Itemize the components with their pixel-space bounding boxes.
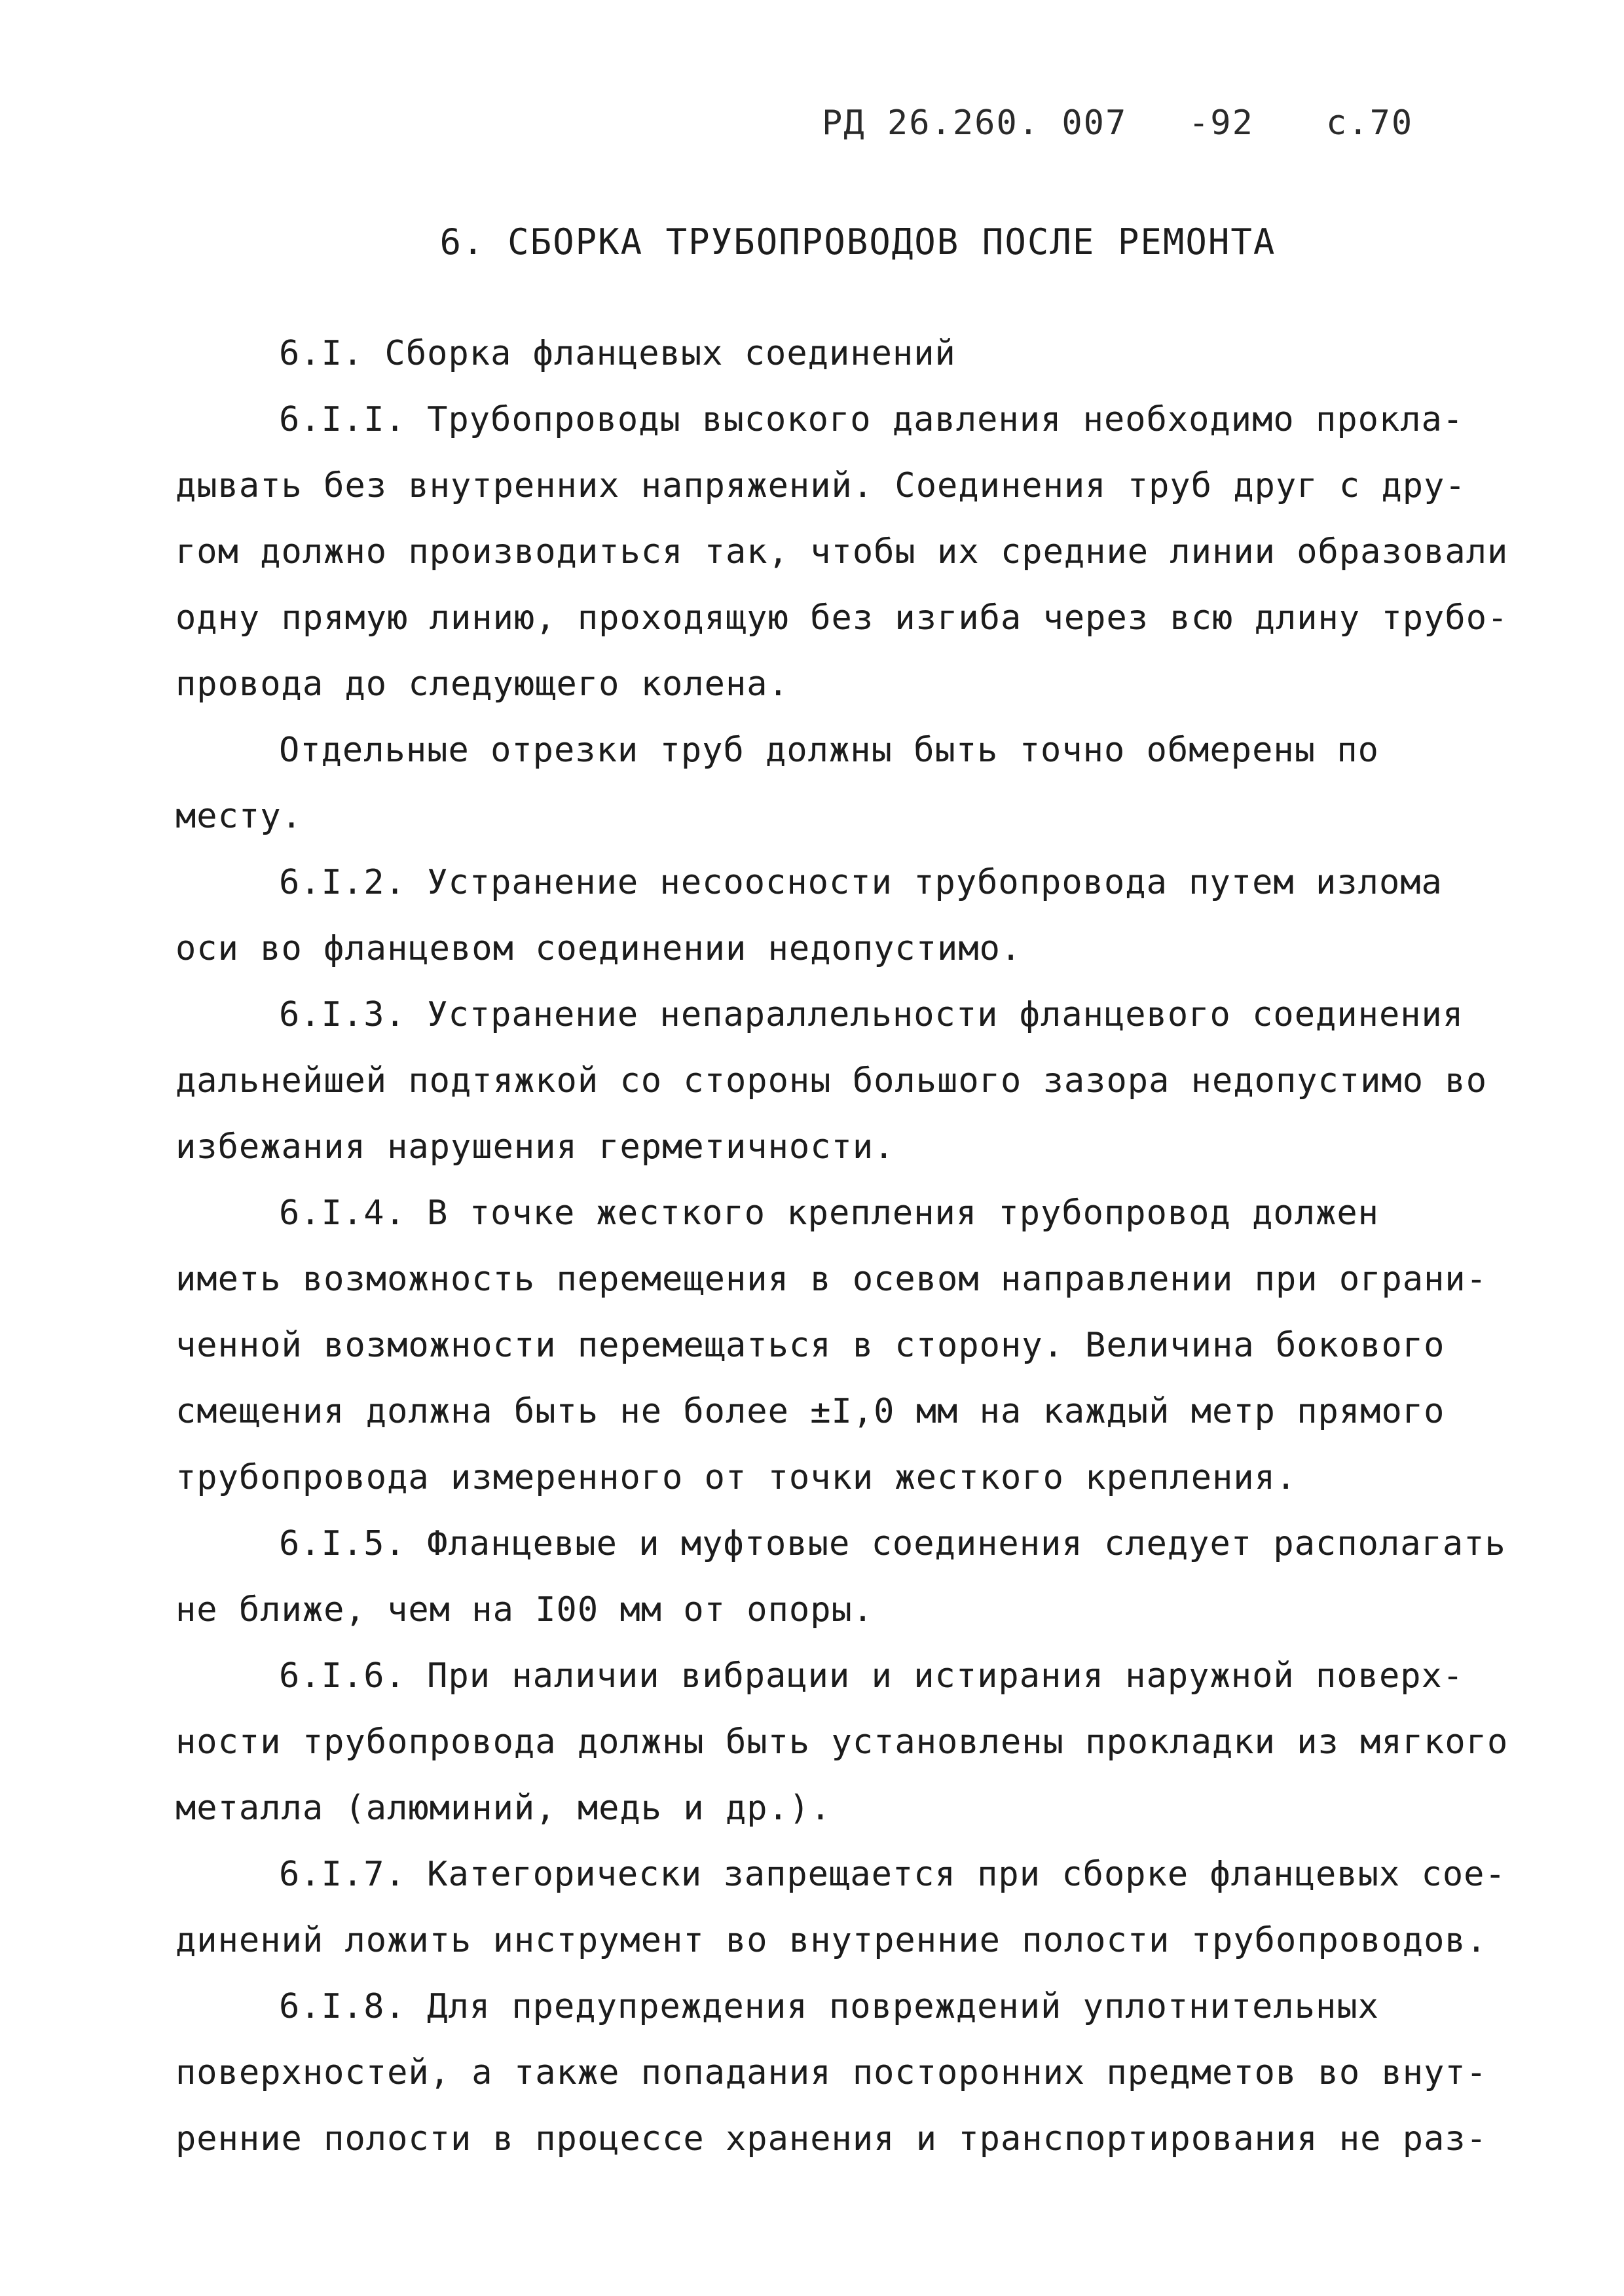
page-number: с.70 [1326, 103, 1414, 143]
text-line: поверхностей, а также попадания посторонних предметов во внут- [175, 2053, 1488, 2092]
text-line: избежания нарушения герметичности. [175, 1127, 895, 1167]
text-line: дальнейшей подтяжкой со стороны большого зазора недопустимо во [175, 1061, 1488, 1101]
text-line: иметь возможность перемещения в осевом направлении при ограни- [175, 1260, 1488, 1299]
text-line: не ближе, чем на I00 мм от опоры. [175, 1590, 874, 1630]
text-line: 6.I.5. Фланцевые и муфтовые соединения следует располагать [279, 1524, 1506, 1563]
text-line: 6.I.I. Трубопроводы высокого давления необходимо прокла- [279, 400, 1464, 439]
text-line: трубопровода измеренного от точки жесткого крепления. [175, 1458, 1297, 1497]
section-title: 6. СБОРКА ТРУБОПРОВОДОВ ПОСЛЕ РЕМОНТА [439, 221, 1276, 263]
text-line: Отдельные отрезки труб должны быть точно обмерены по [279, 731, 1379, 770]
document-year: -92 [1189, 103, 1254, 143]
text-line: 6.I. Сборка фланцевых соединений [279, 334, 956, 373]
text-line: 6.I.2. Устранение несоосности трубопровода путем излома [279, 863, 1443, 902]
text-line: динений ложить инструмент во внутренние полости трубопроводов. [175, 1921, 1488, 1960]
document-code: РД 26.260. 007 [822, 103, 1128, 143]
text-line: металла (алюминий, медь и др.). [175, 1789, 832, 1828]
text-line: 6.I.7. Категорически запрещается при сборке фланцевых сое- [279, 1855, 1506, 1894]
text-line: гом должно производиться так, чтобы их средние линии образовали [175, 532, 1509, 572]
text-line: ченной возможности перемещаться в сторону. Величина бокового [175, 1326, 1445, 1365]
text-line: ности трубопровода должны быть установлены прокладки из мягкого [175, 1722, 1509, 1762]
text-line: провода до следующего колена. [175, 665, 789, 704]
text-line: месту. [175, 797, 303, 836]
text-line: дывать без внутренних напряжений. Соединения труб друг с дру- [175, 466, 1466, 505]
text-line: 6.I.3. Устранение непараллельности фланцевого соединения [279, 995, 1464, 1034]
text-line: 6.I.4. В точке жесткого крепления трубопровод должен [279, 1194, 1379, 1233]
text-line: 6.I.6. При наличии вибрации и истирания наружной поверх- [279, 1656, 1464, 1696]
text-line: 6.I.8. Для предупреждения повреждений уплотнительных [279, 1987, 1379, 2026]
body-text [175, 321, 1509, 2172]
text-line: оси во фланцевом соединении недопустимо. [175, 929, 1022, 968]
text-line: смещения должна быть не более ±I,0 мм на каждый метр прямого [175, 1392, 1445, 1431]
text-line: ренние полости в процессе хранения и транспортирования не раз- [175, 2119, 1488, 2159]
page-header [822, 103, 1413, 143]
text-line: одну прямую линию, проходящую без изгиба через всю длину трубо- [175, 598, 1509, 638]
